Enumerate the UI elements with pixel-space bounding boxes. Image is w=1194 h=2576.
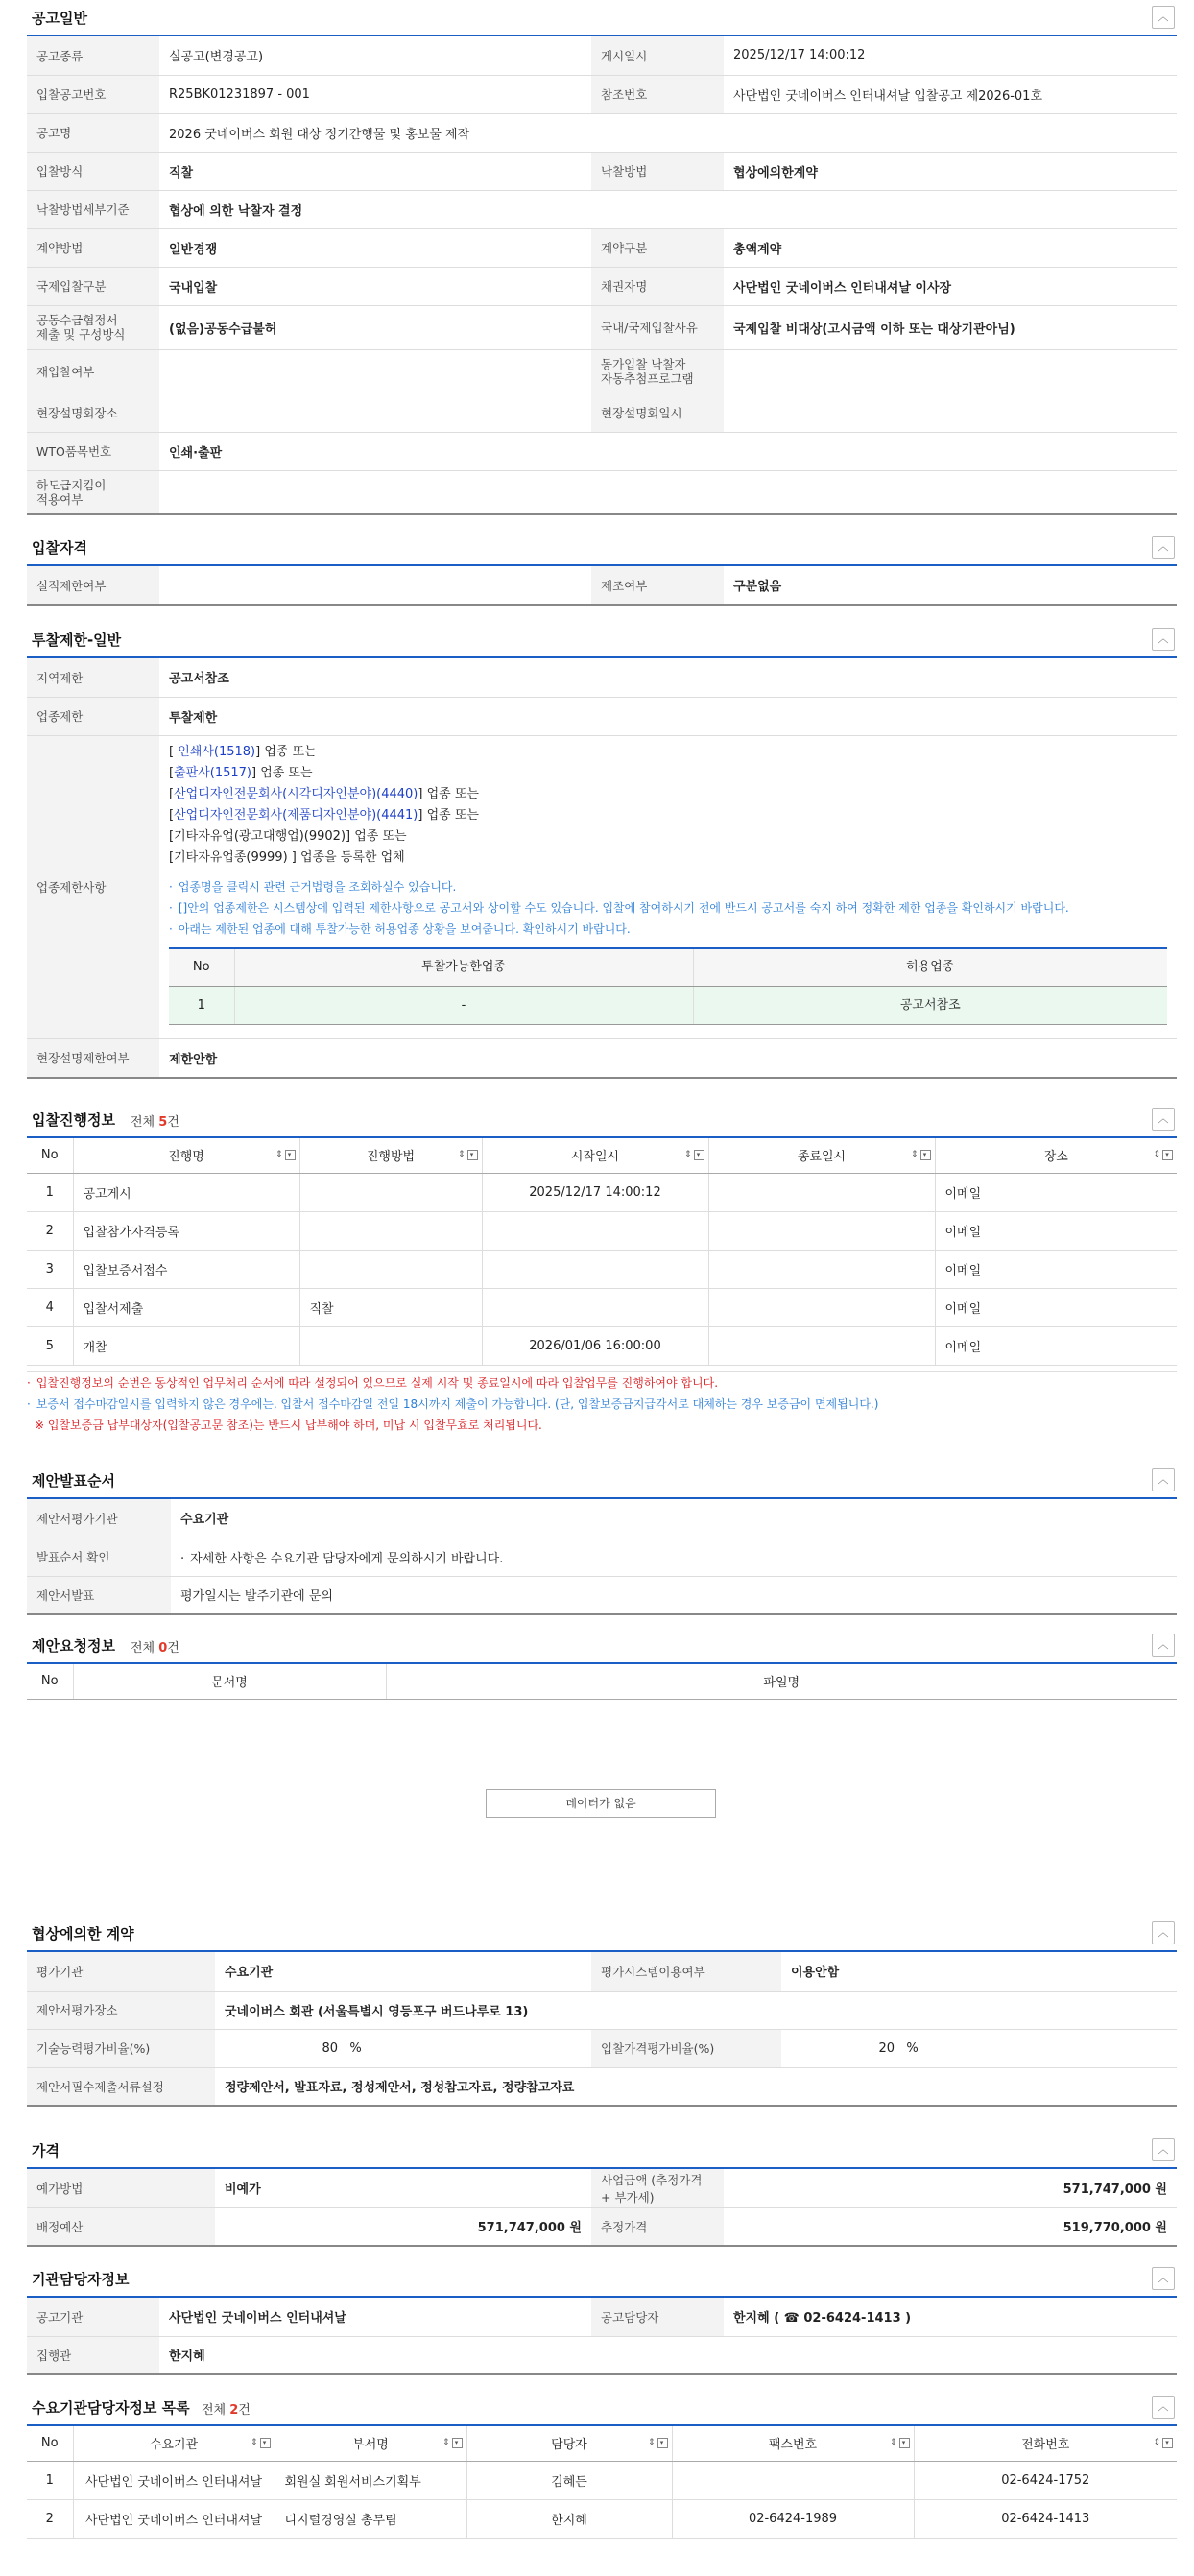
chevron-up-icon[interactable]: ︿ — [1152, 1108, 1175, 1131]
cell: 입찰서제출 — [73, 1288, 299, 1326]
demand-contacts-table — [27, 2426, 1177, 2539]
total-count — [131, 1637, 179, 1656]
value: 571,747,000 원 — [724, 2169, 1177, 2207]
industry-line — [169, 784, 1167, 805]
text: ] 업종 또는 — [418, 786, 479, 801]
value: 2025/12/17 14:00:12 — [724, 36, 1177, 75]
value — [159, 470, 1177, 514]
section-header — [27, 1102, 1177, 1138]
label: 제안서평가장소 — [27, 1991, 215, 2029]
cell: 공고서참조 — [693, 987, 1167, 1025]
cell — [299, 1173, 482, 1211]
value: 사단법인 굿네이버스 인터내셔날 — [159, 2298, 591, 2336]
label: 추정가격 — [591, 2207, 724, 2246]
unit: % — [349, 2040, 362, 2056]
value: 비예가 — [215, 2169, 591, 2207]
label: 제안서필수제출서류설정 — [27, 2067, 215, 2106]
cell: 2 — [27, 2499, 73, 2538]
text: 전체 — [202, 2403, 230, 2418]
label: 입찰방식 — [27, 152, 159, 190]
section-title: 수요기관담당자정보 목록 — [32, 2399, 190, 2417]
sort-icon[interactable]: ⇕ ▾ — [458, 1150, 478, 1160]
sort-icon[interactable]: ⇕ ▾ — [1153, 1150, 1173, 1160]
sort-icon[interactable]: ⇕ ▾ — [1153, 2438, 1173, 2448]
cell: 이메일 — [935, 1173, 1177, 1211]
section-header — [27, 2261, 1177, 2298]
section-title: 투찰제한-일반 — [32, 632, 122, 649]
cell: 직찰 — [299, 1288, 482, 1326]
empty-message: 데이터가 없음 — [486, 1789, 716, 1818]
chevron-up-icon[interactable]: ︿ — [1152, 2138, 1175, 2161]
value — [724, 394, 1177, 432]
label — [591, 349, 724, 394]
column-header[interactable] — [672, 2426, 914, 2461]
cell — [299, 1250, 482, 1288]
cell: 입찰참가자격등록 — [73, 1211, 299, 1250]
label: 참조번호 — [591, 75, 724, 113]
label: WTO품목번호 — [27, 432, 159, 470]
section-title: 제안요청정보 — [32, 1637, 115, 1655]
cell — [708, 1326, 935, 1365]
note-text: []안의 업종제한은 시스템상에 입력된 제한사항으로 공고서와 상이할 수도 있습니다. 입찰에 참여하시기 전에 반드시 공고서를 숙지 하여 정확한 제한 업종을 확인하시기 바랍니다. — [178, 900, 1069, 915]
section-bid-restriction — [27, 622, 1177, 1079]
restriction-table — [27, 658, 1177, 1079]
label-line: 공동수급협정서 — [36, 313, 118, 327]
column-header[interactable] — [275, 2426, 466, 2461]
cell: 5 — [27, 1326, 73, 1365]
section-qualification — [27, 530, 1177, 606]
industry-link[interactable]: 산업디자인전문회사(시각디자인분야)(4440) — [174, 786, 418, 801]
cell: 입찰보증서접수 — [73, 1250, 299, 1288]
value-text: 자세한 사항은 수요기관 담당자에게 문의하시기 바랍니다. — [190, 1551, 504, 1566]
column-header[interactable] — [935, 1138, 1177, 1173]
value: R25BK01231897 - 001 — [159, 75, 591, 113]
value: 직찰 — [159, 152, 591, 190]
column-header: No — [27, 1664, 73, 1699]
section-header — [27, 530, 1177, 566]
section-proposal-request — [27, 1628, 1177, 1879]
presentation-table — [27, 1499, 1177, 1615]
section-demand-contacts — [27, 2390, 1177, 2539]
note: · 입찰진행정보의 순번은 동상적인 업무처리 순서에 따라 설정되어 있으므로 실제 시작 및 종료일시에 따라 입찰업무를 진행하여야 합니다. — [27, 1375, 719, 1390]
sort-icon[interactable]: ⇕ ▾ — [275, 1150, 296, 1160]
text: ] 업종 또는 — [418, 807, 479, 823]
cell: 김혜든 — [466, 2461, 672, 2499]
sort-icon[interactable]: ⇕ ▾ — [251, 2438, 271, 2448]
sort-icon[interactable]: ⇕ ▾ — [648, 2438, 668, 2448]
table-row — [27, 2499, 1177, 2538]
section-header — [27, 0, 1177, 36]
label: 공고종류 — [27, 36, 159, 75]
label: 현장설명회일시 — [591, 394, 724, 432]
value — [159, 394, 591, 432]
section-title: 제안발표순서 — [32, 1472, 115, 1490]
header-text: 장소 — [1043, 1150, 1068, 1165]
value: 인쇄·출판 — [159, 432, 1177, 470]
chevron-up-icon[interactable]: ︿ — [1152, 1634, 1175, 1657]
price-table — [27, 2169, 1177, 2247]
cell: 2026/01/06 16:00:00 — [482, 1326, 708, 1365]
label — [27, 305, 159, 349]
label — [27, 470, 159, 514]
section-bid-progress — [27, 1102, 1177, 1436]
section-header — [27, 1628, 1177, 1664]
text: 전체 — [131, 1641, 159, 1656]
header-text: 종료일시 — [797, 1150, 847, 1165]
column-header[interactable] — [482, 1138, 708, 1173]
column-header — [27, 1138, 73, 1173]
text: [ — [169, 786, 175, 801]
progress-notes — [27, 1371, 1177, 1436]
column-header: 허용업종 — [693, 948, 1167, 987]
cell: 02-6424-1752 — [914, 2461, 1177, 2499]
column-header — [27, 2426, 73, 2461]
label: 계약방법 — [27, 228, 159, 267]
note: · 아래는 제한된 업종에 대해 투찰가능한 허용업종 상황을 보여줍니다. 확인하시기 바랍니다. — [169, 921, 631, 936]
label: 업종제한사항 — [27, 735, 159, 1039]
count: 2 — [229, 2403, 239, 2418]
label: 국내/국제입찰사유 — [591, 305, 724, 349]
cell: 사단법인 굿네이버스 인터내셔날 — [73, 2499, 275, 2538]
value: 공고서참조 — [159, 658, 1177, 697]
sort-icon[interactable]: ⇕ ▾ — [890, 2438, 910, 2448]
label: 국제입찰구분 — [27, 267, 159, 305]
value: 투찰제한 — [159, 697, 1177, 735]
chevron-up-icon[interactable]: ︿ — [1152, 2267, 1175, 2290]
cell: 4 — [27, 1288, 73, 1326]
value: 협상에 의한 낙찰자 결정 — [159, 190, 1177, 228]
cell: 2025/12/17 14:00:12 — [482, 1173, 708, 1211]
value: 한지혜 ( ☎ 02-6424-1413 ) — [724, 2298, 1177, 2336]
section-header — [27, 2390, 1177, 2426]
text: [ — [169, 807, 175, 823]
qualification-table — [27, 566, 1177, 606]
cell — [708, 1173, 935, 1211]
note-text: 아래는 제한된 업종에 대해 투찰가능한 허용업종 상황을 보여줍니다. 확인하시기 바랍니다. — [178, 921, 631, 936]
column-header[interactable] — [466, 2426, 672, 2461]
cell: 1 — [27, 2461, 73, 2499]
industry-line — [169, 763, 1167, 784]
note-text: 업종명을 클릭시 관련 근거법령을 조회하실수 있습니다. — [178, 879, 457, 894]
chevron-up-icon[interactable]: ︿ — [1152, 628, 1175, 651]
cell: 디지털경영실 총무팀 — [275, 2499, 466, 2538]
section-header — [27, 1463, 1177, 1499]
header-text: 팩스번호 — [768, 2438, 818, 2453]
chevron-up-icon[interactable]: ︿ — [1152, 2396, 1175, 2419]
text: 전체 — [131, 1115, 159, 1130]
sort-icon[interactable]: ⇕ ▾ — [442, 2438, 463, 2448]
label-line: 자동추첨프로그램 — [601, 371, 694, 386]
industry-link[interactable]: 산업디자인전문회사(제품디자인분야)(4441) — [174, 807, 418, 823]
chevron-up-icon[interactable]: ︿ — [1152, 1468, 1175, 1491]
industry-line: [기타자유업(광고대행업)(9902)] 업종 또는 — [169, 828, 407, 844]
header-text: 진행명 — [168, 1150, 204, 1165]
progress-table — [27, 1138, 1177, 1366]
value: 국내입찰 — [159, 267, 591, 305]
cell — [708, 1211, 935, 1250]
label: 업종제한 — [27, 697, 159, 735]
note-text: 입찰진행정보의 순번은 동상적인 업무처리 순서에 따라 설정되어 있으므로 실제 시작 및 종료일시에 따라 입찰업무를 진행하여야 합니다. — [36, 1375, 719, 1390]
cell: 회원실 회원서비스기획부 — [275, 2461, 466, 2499]
industry-link[interactable]: 인쇄사(1518) — [178, 744, 256, 759]
column-header: 문서명 — [73, 1664, 386, 1699]
cell: 3 — [27, 1250, 73, 1288]
cell: 1 — [27, 1173, 73, 1211]
cell: 사단법인 굿네이버스 인터내셔날 — [73, 2461, 275, 2499]
value: 일반경쟁 — [159, 228, 591, 267]
table-row — [27, 1288, 1177, 1326]
text: [ — [169, 744, 179, 759]
label: 사업금액 (추정가격 + 부가세) — [591, 2169, 724, 2207]
label: 재입찰여부 — [27, 349, 159, 394]
cell — [708, 1250, 935, 1288]
label: 채권자명 — [591, 267, 724, 305]
count: 5 — [158, 1115, 168, 1130]
value-number: 80 — [322, 2040, 338, 2056]
section-header — [27, 622, 1177, 658]
section-header — [27, 1916, 1177, 1952]
industry-line: [기타자유업종(9999) ] 업종을 등록한 업체 — [169, 849, 405, 865]
label: 현장설명제한여부 — [27, 1039, 159, 1078]
section-title: 가격 — [32, 2142, 60, 2159]
cell: 공고게시 — [73, 1173, 299, 1211]
header-text: 수요기관 — [149, 2438, 199, 2453]
chevron-up-icon[interactable]: ︿ — [1152, 1921, 1175, 1944]
section-title: 입찰자격 — [32, 539, 87, 557]
header-text: No — [40, 2436, 59, 2451]
cell: 이메일 — [935, 1288, 1177, 1326]
text: 건 — [167, 1115, 179, 1130]
total-count — [131, 1111, 179, 1130]
section-title: 공고일반 — [32, 10, 87, 27]
agency-table — [27, 2298, 1177, 2375]
label: 제안서평가기관 — [27, 1499, 171, 1538]
chevron-up-icon[interactable]: ︿ — [1152, 6, 1175, 29]
value: 이용안함 — [781, 1952, 1177, 1991]
text: [ — [169, 765, 175, 780]
cell: 한지혜 — [466, 2499, 672, 2538]
count: 0 — [158, 1641, 168, 1656]
table-row — [27, 1326, 1177, 1365]
value: 정량제안서, 발표자료, 정성제안서, 정성참고자료, 정량참고자료 — [215, 2067, 1177, 2106]
label: 낙찰방법 — [591, 152, 724, 190]
cell: 이메일 — [935, 1250, 1177, 1288]
label: 낙찰방법세부기준 — [27, 190, 159, 228]
label: 평가시스템이용여부 — [591, 1952, 781, 1991]
label: 현장설명회장소 — [27, 394, 159, 432]
section-title: 입찰진행정보 — [32, 1111, 115, 1129]
cell — [672, 2461, 914, 2499]
label: 공고담당자 — [591, 2298, 724, 2336]
header-text: 전화번호 — [1021, 2438, 1070, 2453]
header-text: 담당자 — [551, 2438, 587, 2453]
value: 제한안함 — [159, 1039, 1177, 1078]
section-agency-contact — [27, 2261, 1177, 2375]
note: · []안의 업종제한은 시스템상에 입력된 제한사항으로 공고서와 상이할 수도 있습니다. 입찰에 참여하시기 전에 반드시 공고서를 숙지 하여 정확한 제한 업종을 확인하시기 바랍니다. — [169, 900, 1069, 915]
sort-icon[interactable]: ⇕ ▾ — [911, 1150, 931, 1160]
section-title: 기관담당자정보 — [32, 2271, 130, 2288]
cell — [299, 1326, 482, 1365]
label: 공고기관 — [27, 2298, 159, 2336]
table-row — [27, 1173, 1177, 1211]
value: 평가일시는 발주기관에 문의 — [171, 1576, 1177, 1614]
column-header[interactable] — [299, 1138, 482, 1173]
negotiation-table — [27, 1952, 1177, 2107]
value — [215, 2029, 591, 2067]
cell: 이메일 — [935, 1326, 1177, 1365]
industry-details — [159, 735, 1177, 1039]
label: 실적제한여부 — [27, 566, 159, 605]
value: 571,747,000 원 — [215, 2207, 591, 2246]
section-title: 협상에의한 계약 — [32, 1925, 134, 1943]
note: ※ 입찰보증금 납부대상자(입찰공고문 참조)는 반드시 납부해야 하며, 미납 시 입찰무효로 처리됩니다. — [35, 1418, 542, 1432]
chevron-up-icon[interactable]: ︿ — [1152, 536, 1175, 559]
note-text: 보증서 접수마감일시를 입력하지 않은 경우에는, 입찰서 접수마감일 전일 18시까지 제출이 가능합니다. (단, 입찰보증금지급각서로 대체하는 경우 보증금이 면제됩니다.) — [36, 1396, 879, 1411]
value: 굿네이버스 회관 (서울특별시 영등포구 버드나루로 13) — [215, 1991, 1177, 2029]
table-row — [27, 1211, 1177, 1250]
value — [781, 2029, 1177, 2067]
cell — [482, 1250, 708, 1288]
cell: 2 — [27, 1211, 73, 1250]
cell — [708, 1288, 935, 1326]
cell — [299, 1211, 482, 1250]
value — [724, 349, 1177, 394]
value: · 자세한 사항은 수요기관 담당자에게 문의하시기 바랍니다. — [171, 1538, 1177, 1576]
text: ] 업종 또는 — [251, 765, 313, 780]
value: 수요기관 — [215, 1952, 591, 1991]
label: 공고명 — [27, 113, 159, 152]
value: 한지혜 — [159, 2336, 1177, 2374]
value: 실공고(변경공고) — [159, 36, 591, 75]
section-negotiated-contract — [27, 1916, 1177, 2107]
section-bid-general — [27, 0, 1177, 515]
label: 제조여부 — [591, 566, 724, 605]
industry-line — [169, 742, 1167, 763]
label-line: 적용여부 — [36, 491, 84, 507]
column-header: No — [169, 948, 234, 987]
general-table — [27, 36, 1177, 515]
industry-line — [169, 805, 1167, 826]
total-count — [202, 2399, 251, 2418]
value-number: 20 — [878, 2040, 895, 2056]
label: 집행관 — [27, 2336, 159, 2374]
text: 건 — [167, 1641, 179, 1656]
cell: 개찰 — [73, 1326, 299, 1365]
label-line: 하도급지킴이 — [36, 477, 107, 492]
table-row — [27, 1250, 1177, 1288]
label: 평가기관 — [27, 1952, 215, 1991]
note: · 보증서 접수마감일시를 입력하지 않은 경우에는, 입찰서 접수마감일 전일 18시까지 제출이 가능합니다. (단, 입찰보증금지급각서로 대체하는 경우 보증금이 면제됩니다.) — [27, 1396, 879, 1411]
value: 구분없음 — [724, 566, 1177, 605]
note: · 업종명을 클릭시 관련 근거법령을 조회하실수 있습니다. — [169, 879, 457, 894]
label: 지역제한 — [27, 658, 159, 697]
cell: 02-6424-1413 — [914, 2499, 1177, 2538]
cell: 이메일 — [935, 1211, 1177, 1250]
value: 국제입찰 비대상(고시금액 이하 또는 대상기관아님) — [724, 305, 1177, 349]
allowed-industry-table — [169, 947, 1167, 1026]
cell — [482, 1211, 708, 1250]
sort-icon[interactable]: ⇕ ▾ — [684, 1150, 704, 1160]
header-text: 시작일시 — [570, 1150, 620, 1165]
label: 계약구분 — [591, 228, 724, 267]
header-text: 부서명 — [352, 2438, 389, 2453]
value — [159, 349, 591, 394]
label: 게시일시 — [591, 36, 724, 75]
label: 배정예산 — [27, 2207, 215, 2246]
industry-link[interactable]: 출판사(1517) — [174, 765, 251, 780]
value: 519,770,000 원 — [724, 2207, 1177, 2246]
label-line: 제출 및 구성방식 — [36, 327, 126, 342]
value: 2026 굿네이버스 회원 대상 정기간행물 및 홍보물 제작 — [159, 113, 1177, 152]
unit: % — [906, 2040, 919, 2056]
column-header: 파일명 — [386, 1664, 1177, 1699]
text: ] 업종 또는 — [255, 744, 317, 759]
section-presentation-order — [27, 1463, 1177, 1615]
value: 수요기관 — [171, 1499, 1177, 1538]
column-header[interactable] — [73, 2426, 275, 2461]
section-header — [27, 2133, 1177, 2169]
cell: 02-6424-1989 — [672, 2499, 914, 2538]
value: 사단법인 굿네이버스 인터내셔날 이사장 — [724, 267, 1177, 305]
column-header: 투찰가능한업종 — [234, 948, 693, 987]
value: 사단법인 굿네이버스 인터내셔날 입찰공고 제2026-01호 — [724, 75, 1177, 113]
value: (없음)공동수급불허 — [159, 305, 591, 349]
proposal-table — [27, 1664, 1177, 1700]
cell: 1 — [169, 987, 234, 1025]
value: 협상에의한계약 — [724, 152, 1177, 190]
label: 제안서발표 — [27, 1576, 171, 1614]
table-row — [27, 2461, 1177, 2499]
column-header[interactable] — [914, 2426, 1177, 2461]
label: 발표순서 확인 — [27, 1538, 171, 1576]
label: 예가방법 — [27, 2169, 215, 2207]
label: 입찰공고번호 — [27, 75, 159, 113]
value: 총액계약 — [724, 228, 1177, 267]
text: 건 — [238, 2403, 251, 2418]
header-text: No — [40, 1148, 59, 1163]
label: 입찰가격평가비율(%) — [591, 2029, 781, 2067]
header-text: 진행방법 — [366, 1150, 416, 1165]
label: 기술능력평가비율(%) — [27, 2029, 215, 2067]
section-price — [27, 2133, 1177, 2247]
cell: - — [234, 987, 693, 1025]
column-header[interactable] — [708, 1138, 935, 1173]
value — [159, 566, 591, 605]
cell — [482, 1288, 708, 1326]
column-header[interactable] — [73, 1138, 299, 1173]
label-line: 동가입찰 낙찰자 — [601, 357, 686, 371]
